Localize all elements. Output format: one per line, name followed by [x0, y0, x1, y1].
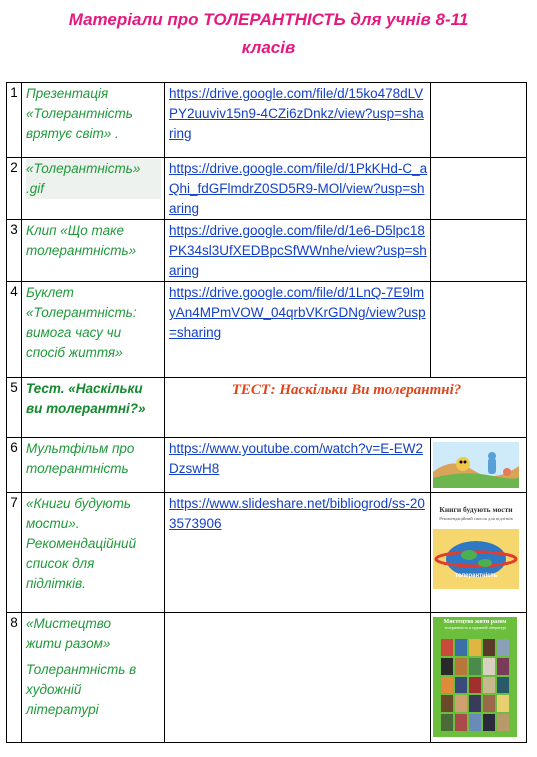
topic-cell	[22, 378, 165, 438]
book-cover-thumbnail[interactable]	[433, 617, 517, 737]
topic-line: спосіб життя»	[26, 345, 123, 360]
image-cell	[431, 613, 527, 743]
link-cell	[165, 493, 431, 613]
page-title-line2: класів	[241, 38, 296, 57]
row-number: 4	[7, 282, 22, 378]
link-cell	[165, 158, 431, 220]
image-cell	[431, 493, 527, 613]
topic-line: врятує світ» .	[26, 126, 119, 141]
resource-link[interactable]: https://drive.google.com/file/d/1e6-D5lpc18PK34sl3UfXEDBpcSfWWnhe/view?usp=sharing	[169, 223, 427, 278]
table-row	[7, 613, 527, 743]
planet-illustration	[433, 521, 519, 591]
topic-cell	[22, 83, 165, 158]
topic-line: Толерантність в	[26, 662, 137, 677]
table-row	[7, 158, 527, 220]
image-cell	[431, 438, 527, 493]
topic-line: вимога часу чи	[26, 325, 122, 340]
table-row	[7, 83, 527, 158]
topic-line: художній	[26, 682, 82, 697]
topic-cell	[22, 613, 165, 743]
resource-link[interactable]: https://www.slideshare.net/bibliogrod/ss-203573906	[169, 496, 425, 531]
link-cell	[165, 613, 431, 743]
topic-line: список для	[26, 556, 95, 571]
topic-line: Буклет	[26, 285, 74, 300]
topic-line: ви толерантні?»	[26, 401, 146, 416]
book-thumbnails-grid	[441, 639, 509, 731]
row-number: 8	[7, 613, 22, 743]
topic-line: толерантність	[26, 461, 129, 476]
row-number: 1	[7, 83, 22, 158]
table-row	[7, 282, 527, 378]
page-title	[0, 6, 537, 62]
topic-line: «Толерантність»	[26, 159, 161, 179]
topic-line: «Толерантність:	[26, 305, 137, 320]
image-cell	[431, 282, 527, 378]
book-cover-thumbnail[interactable]	[433, 505, 519, 605]
book-cover-title: Книги будують мости	[439, 505, 513, 514]
resource-link[interactable]: https://drive.google.com/file/d/1PkKHd-C_aQhi_fdGFlmdrZ0SD5R9-MOl/view?usp=sharing	[169, 161, 428, 216]
topic-cell	[22, 438, 165, 493]
book-cover-title: Мистецтво жити разом	[443, 619, 507, 625]
materials-table	[6, 82, 527, 743]
topic-cell	[22, 158, 165, 220]
topic-line: мости».	[26, 516, 80, 531]
cartoon-thumbnail[interactable]	[433, 442, 519, 488]
book-cover-subtitle: толерантність в художній літературі	[444, 625, 506, 630]
topic-line: «Мистецтво	[26, 616, 111, 631]
resource-link[interactable]: https://drive.google.com/file/d/15ko478dLVPY2uuviv15n9-4CZi6zDnkz/view?usp=sharing	[169, 86, 424, 141]
link-cell	[165, 438, 431, 493]
page-title-line1: Матеріали про ТОЛЕРАНТНІСТЬ для учнів 8-11	[68, 10, 469, 29]
row-number: 6	[7, 438, 22, 493]
topic-line: Мультфільм про	[26, 441, 135, 456]
cartoon-image	[433, 442, 519, 488]
topic-line: Тест. «Наскільки	[26, 381, 143, 396]
test-cell	[165, 378, 527, 438]
topic-line: Рекомендаційний	[26, 536, 137, 551]
test-link[interactable]: ТЕСТ: Наскільки Ви толерантні?	[231, 382, 462, 398]
link-cell	[165, 282, 431, 378]
topic-cell	[22, 282, 165, 378]
topic-cell	[22, 493, 165, 613]
badge-text: толерантність	[455, 573, 498, 579]
topic-line: Презентація	[26, 86, 109, 101]
topic-line: літературі	[26, 702, 99, 717]
topic-line: толерантність»	[26, 243, 137, 258]
topic-line: підлітків.	[26, 576, 86, 591]
row-number: 2	[7, 158, 22, 220]
book-cover-subtitle: Рекомендаційний список для підлітків	[439, 516, 513, 521]
topic-line: «Книги будують	[26, 496, 131, 511]
link-cell	[165, 83, 431, 158]
row-number: 7	[7, 493, 22, 613]
row-number: 5	[7, 378, 22, 438]
link-cell	[165, 220, 431, 282]
topic-line: .gif	[26, 179, 161, 199]
row-number: 3	[7, 220, 22, 282]
image-cell	[431, 83, 527, 158]
topic-line: жити разом»	[26, 636, 111, 651]
table-row	[7, 220, 527, 282]
topic-line: «Толерантність	[26, 106, 133, 121]
table-row	[7, 438, 527, 493]
image-cell	[431, 158, 527, 220]
resource-link[interactable]: https://www.youtube.com/watch?v=E-EW2DzswH8	[169, 441, 423, 476]
resource-link[interactable]: https://drive.google.com/file/d/1LnQ-7E9lmyAn4MPmVOW_04qrbVKrGDNg/view?usp=sharing	[169, 285, 426, 340]
topic-cell	[22, 220, 165, 282]
table-row	[7, 378, 527, 438]
image-cell	[431, 220, 527, 282]
topic-line: Клип «Що таке	[26, 223, 124, 238]
table-row	[7, 493, 527, 613]
